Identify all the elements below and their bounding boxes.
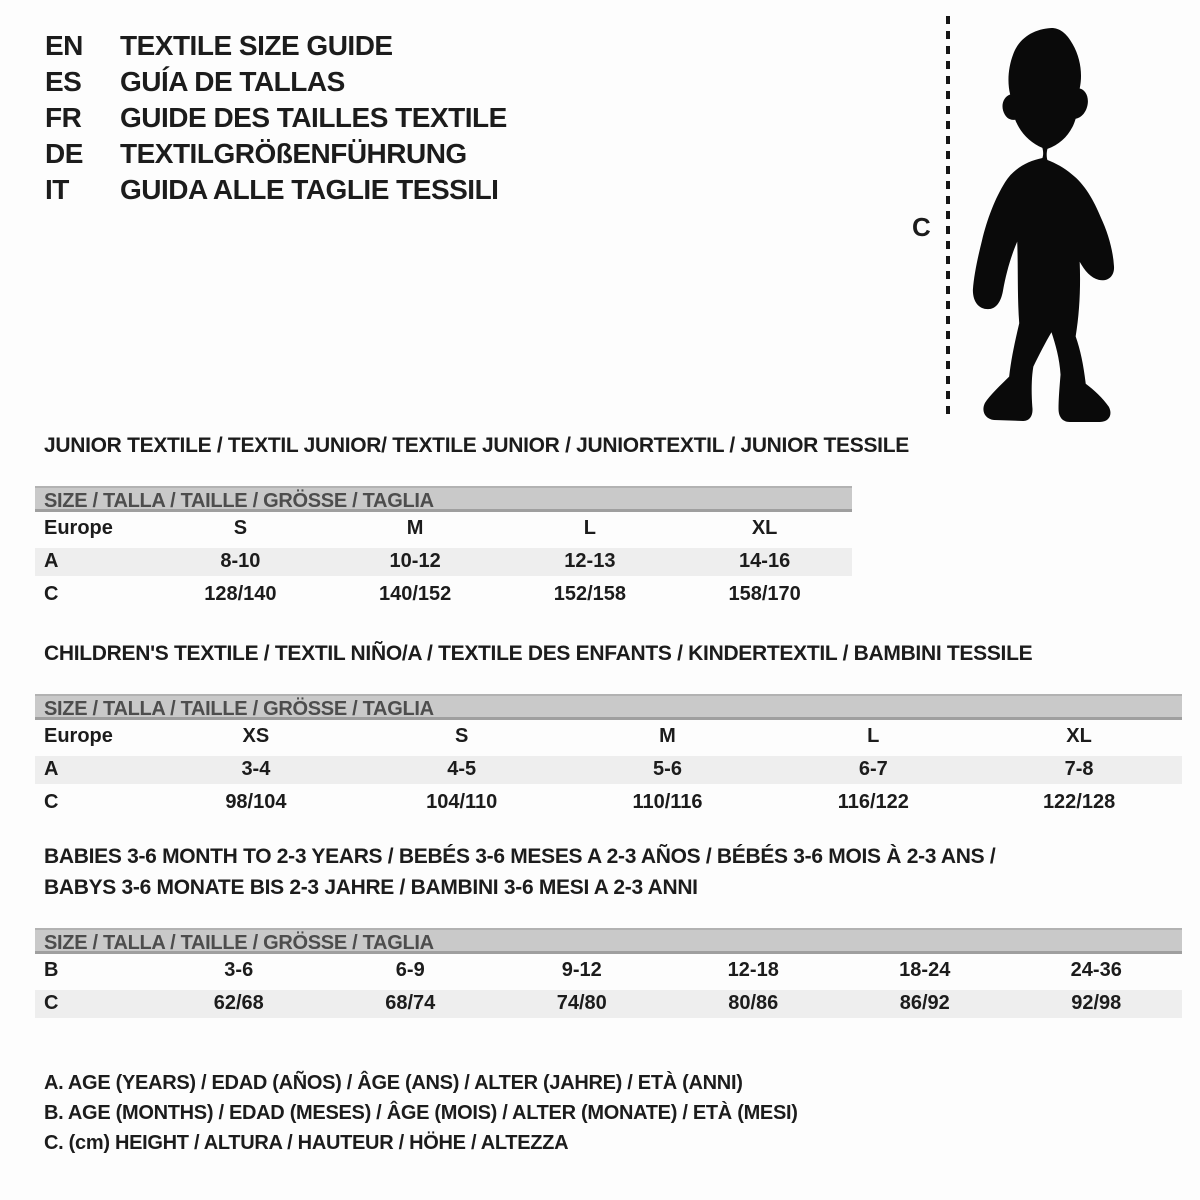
section-title (35, 841, 1182, 903)
size-cell: 12-13 (564, 550, 616, 572)
guide-title: TEXTILE SIZE GUIDE (120, 30, 393, 61)
language-code: FR (45, 102, 82, 133)
table-row (35, 578, 852, 611)
language-title-row (45, 172, 507, 208)
size-cell: XS (242, 725, 270, 747)
legend-note: A. AGE (YEARS) / EDAD (AÑOS) / ÂGE (ANS) / ALTER (JAHRE) / ETÀ (ANNI) (44, 1072, 743, 1094)
size-cell: S (233, 517, 248, 539)
size-cell: 10-12 (389, 550, 441, 572)
size-cell: 116/122 (837, 791, 909, 813)
row-label: Europe (44, 725, 113, 747)
guide-title: GUIDE DES TAILLES TEXTILE (120, 102, 507, 133)
section-title-line: JUNIOR TEXTILE / TEXTIL JUNIOR/ TEXTILE JUNIOR / JUNIORTEXTIL / JUNIOR TESSILE (44, 434, 909, 457)
size-cell: 14-16 (739, 550, 791, 572)
size-cell: 4-5 (447, 758, 477, 780)
section-title (35, 430, 909, 461)
section-title (35, 638, 1182, 669)
size-cell: 9-12 (561, 959, 602, 981)
language-title-row (45, 28, 507, 64)
guide-title: GUÍA DE TALLAS (120, 66, 345, 97)
size-cell: 62/68 (213, 992, 264, 1014)
size-section (35, 638, 1182, 819)
height-dashed-line (946, 16, 950, 416)
size-cell: 86/92 (899, 992, 950, 1014)
table-row (35, 545, 852, 578)
size-section (35, 430, 909, 611)
table-row (35, 954, 1182, 987)
size-cell: 122/128 (1042, 791, 1116, 813)
section-title-line: CHILDREN'S TEXTILE / TEXTIL NIÑO/A / TEXTILE DES ENFANTS / KINDERTEXTIL / BAMBINI TESSILE (44, 642, 1033, 665)
size-cell: L (867, 725, 880, 747)
size-cell: 7-8 (1064, 758, 1094, 780)
table-row (35, 720, 1182, 753)
size-table-header-bar: SIZE / TALLA / TAILLE / GRÖSSE / TAGLIA (35, 486, 852, 512)
size-cell: 140/152 (378, 583, 452, 605)
size-cell: 24-36 (1070, 959, 1122, 981)
row-label: B (44, 959, 59, 981)
size-cell: 128/140 (204, 583, 277, 605)
size-cell: 80/86 (728, 992, 779, 1014)
size-cell: 98/104 (225, 791, 287, 813)
size-cell: 3-4 (241, 758, 271, 780)
size-cell: 8-10 (220, 550, 261, 572)
size-cell: 6-7 (858, 758, 888, 780)
guide-title: TEXTILGRÖßENFÜHRUNG (120, 138, 467, 169)
size-cell: M (406, 517, 424, 539)
table-row (35, 753, 1182, 786)
size-cell: XL (751, 517, 778, 539)
language-code: IT (45, 174, 69, 205)
toddler-silhouette-icon (964, 26, 1146, 424)
size-cell: 5-6 (653, 758, 682, 780)
size-cell: 68/74 (385, 992, 436, 1014)
row-label: A (44, 550, 59, 572)
size-cell: 18-24 (899, 959, 951, 981)
height-measure-label: C (912, 212, 931, 242)
row-label: A (44, 758, 59, 780)
size-section (35, 841, 1182, 1020)
size-cell: XL (1066, 725, 1092, 747)
table-row (35, 512, 852, 545)
size-cell: 92/98 (1071, 992, 1122, 1014)
language-title-list (45, 28, 507, 208)
size-cell: S (455, 725, 469, 747)
size-cell: 104/110 (426, 791, 498, 813)
language-title-row (45, 100, 507, 136)
size-table-header-bar: SIZE / TALLA / TAILLE / GRÖSSE / TAGLIA (35, 928, 1182, 954)
language-title-row (45, 64, 507, 100)
size-cell: 6-9 (395, 959, 425, 981)
row-label: C (44, 583, 59, 605)
row-label: C (44, 992, 59, 1014)
size-cell: 152/158 (553, 583, 627, 605)
table-row (35, 786, 1182, 819)
height-figure (900, 0, 1200, 430)
legend-note: B. AGE (MONTHS) / EDAD (MESES) / ÂGE (MOIS) / ALTER (MONATE) / ETÀ (MESI) (44, 1102, 798, 1124)
section-title-line: BABIES 3-6 MONTH TO 2-3 YEARS / BEBÉS 3-6 MESES A 2-3 AÑOS / BÉBÉS 3-6 MOIS À 2-3 ANS / (44, 845, 996, 868)
legend-notes (44, 1068, 798, 1158)
size-cell: 3-6 (224, 959, 254, 981)
language-code: DE (45, 138, 83, 169)
size-cell: L (583, 517, 596, 539)
size-cell: 110/116 (632, 791, 703, 813)
row-label: Europe (44, 517, 113, 539)
table-row (35, 987, 1182, 1020)
section-title-line: BABYS 3-6 MONATE BIS 2-3 JAHRE / BAMBINI 3-6 MESI A 2-3 ANNI (44, 876, 698, 899)
language-title-row (45, 136, 507, 172)
size-cell: 74/80 (556, 992, 607, 1014)
size-cell: 12-18 (727, 959, 779, 981)
legend-note: C. (cm) HEIGHT / ALTURA / HAUTEUR / HÖHE / ALTEZZA (44, 1132, 569, 1154)
guide-title: GUIDA ALLE TAGLIE TESSILI (120, 174, 499, 205)
size-table-header-bar: SIZE / TALLA / TAILLE / GRÖSSE / TAGLIA (35, 694, 1182, 720)
row-label: C (44, 791, 59, 813)
size-cell: M (659, 725, 676, 747)
language-code: ES (45, 66, 82, 97)
language-code: EN (45, 30, 83, 61)
size-cell: 158/170 (728, 583, 801, 605)
